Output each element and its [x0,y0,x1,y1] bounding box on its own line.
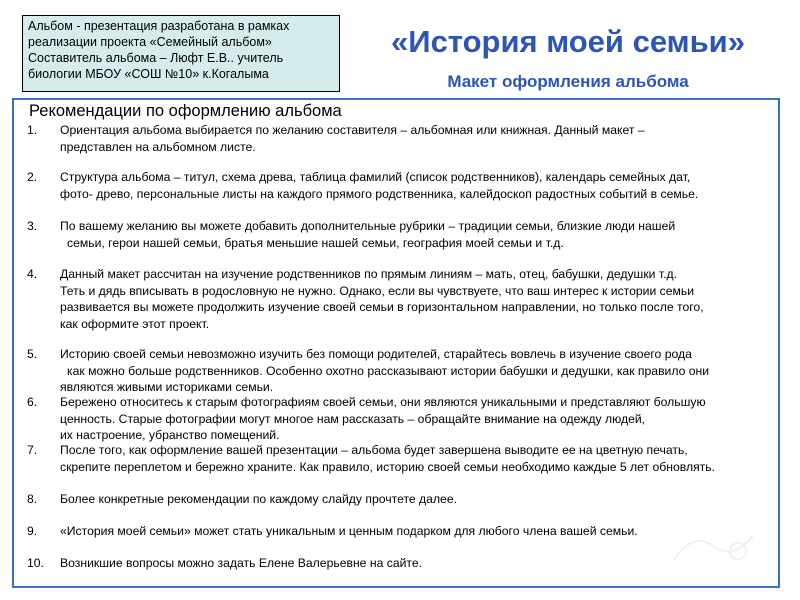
list-item [27,169,777,202]
list-item-text: Ориентация альбома выбирается по желанию составителя – альбомная или книжная. Данный макет – [60,123,645,137]
list-item [27,394,777,444]
list-item-number: 8. [27,492,38,506]
list-item-number: 5. [27,347,38,361]
list-item-text: Возникшие вопросы можно задать Елене Валерьевне на сайте. [60,556,423,570]
list-item-number: 1. [27,123,38,137]
list-item-text: «История моей семьи» может стать уникальным и ценным подарком для любого члена вашей семьи. [60,524,638,538]
list-item [27,346,777,396]
list-item [27,122,777,155]
recommendations-panel [12,98,780,588]
list-item-number: 7. [27,443,38,457]
list-item-text: После того, как оформление вашей презентации – альбома будет завершена выводите ее на цветную печать, [60,443,688,457]
page-subtitle: Макет оформления альбома [447,72,689,91]
list-item-text: фото- древо, персональные листы на каждого прямого родственника, калейдоскоп радостных событий в семье. [60,186,699,201]
list-item [27,266,777,332]
list-item [27,491,777,508]
list-item-text: как можно больше родственников. Особенно охотно рассказывают истории бабушки и дедушки, как правило они [67,363,710,378]
list-item-text: ценность. Старые фотографии могут многое нам рассказать – обращайте внимание на одежду людей, [60,411,646,426]
info-line: реализации проекта «Семейный альбом» [28,35,272,49]
project-info-box [22,15,340,92]
recommendations-heading: Рекомендации по оформлению альбома [29,102,342,120]
list-item-number: 9. [27,524,38,538]
list-item-text: представлен на альбомном листе. [60,139,256,154]
info-line: Составитель альбома – Люфт Е.В.. учитель [28,51,284,65]
list-item [27,555,777,572]
list-item-number: 2. [27,170,38,184]
info-line: биологии МБОУ «СОШ №10» к.Когалыма [28,67,269,81]
page-title: «История моей семьи» [391,24,745,59]
list-item-text: семьи, герои нашей семьи, братья меньшие нашей семьи, география моей семьи и т.д. [67,235,564,250]
list-item-number: 4. [27,267,38,281]
list-item-number: 10. [27,556,44,570]
list-item-text: Структура альбома – титул, схема древа, таблица фамилий (список родственников), календарь семейных дат, [60,170,691,184]
list-item [27,523,777,540]
list-item [27,442,777,475]
list-item-text: По вашему желанию вы можете добавить дополнительные рубрики – традиции семьи, близкие люди нашей [60,219,676,233]
list-item [27,218,777,251]
info-line: Альбом - презентация разработана в рамках [28,19,290,33]
list-item-text: Теть и дядь вписывать в родословную не нужно. Однако, если вы чувствуете, что ваш интерес к истории семьи [60,283,695,298]
list-item-text: как оформите этот проект. [60,316,210,331]
list-item-text: Более конкретные рекомендации по каждому слайду прочтете далее. [60,492,457,506]
list-item-number: 6. [27,395,38,409]
watermark-icon [668,526,758,566]
list-item-text: Историю своей семьи невозможно изучить без помощи родителей, старайтесь вовлечь в изучение своего рода [60,347,692,361]
list-item-text: Бережено относитесь к старым фотографиям своей семьи, они являются уникальными и представляют большую [60,395,706,409]
list-item-text: являются живыми историками семьи. [60,380,274,394]
list-item-number: 3. [27,219,38,233]
list-item-text: их настроение, убранство помещений. [60,428,280,442]
list-item-text: скрепите переплетом и бережно храните. Как правило, историю своей семьи необходимо каждые 5 лет обновлять. [60,459,715,474]
list-item-text: Данный макет рассчитан на изучение родственников по прямым линиям – мать, отец, бабушки, дедушки т.д. [60,267,677,281]
list-item-text: развивается вы можете продолжить изучение своей семьи в горизонтальном направлении, но только после того, [60,300,704,314]
